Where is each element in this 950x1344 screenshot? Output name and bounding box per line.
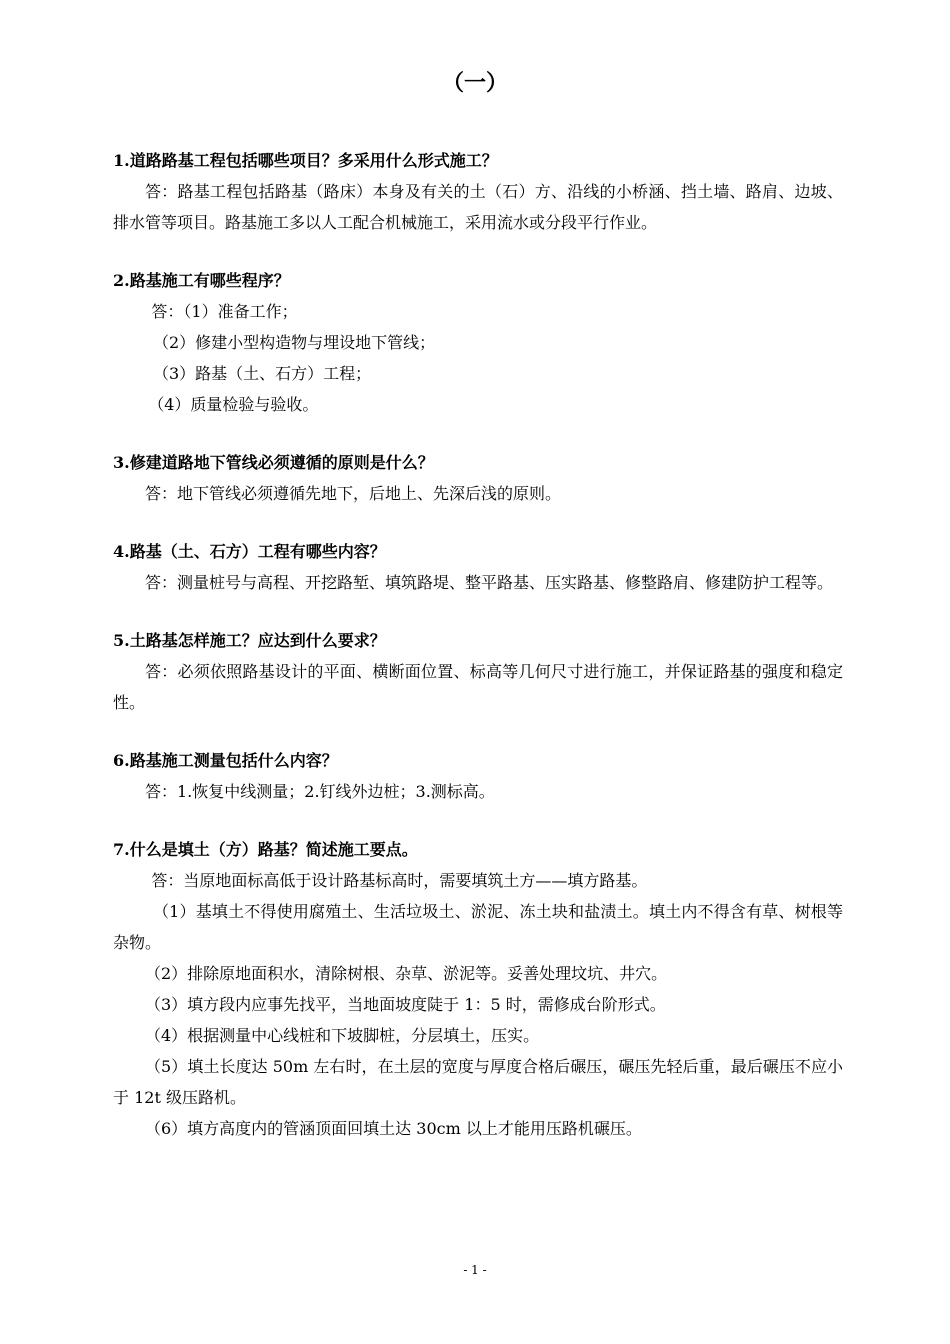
question-heading: 2.路基施工有哪些程序？: [113, 271, 290, 290]
qa-item-7: [113, 835, 843, 1144]
qa-item-2: [113, 266, 843, 420]
answer-line: （2）修建小型构造物与埋设地下管线；: [153, 333, 436, 352]
answer-paragraph: 答：必须依照路基设计的平面、横断面位置、标高等几何尺寸进行施工，并保证路基的强度和稳定性。: [113, 662, 843, 712]
answer-point: （2）排除原地面积水，清除树根、杂草、淤泥等。妥善处理坟坑、井穴。: [145, 964, 668, 983]
qa-item-1: [113, 146, 843, 238]
answer-point: （3）填方段内应事先找平，当地面坡度陡于 1：5 时，需修成台阶形式。: [145, 995, 666, 1014]
answer-paragraph: 答：测量桩号与高程、开挖路堑、填筑路堤、整平路基、压实路基、修整路肩、修建防护工程等。: [145, 573, 834, 592]
answer-line: 答：（1）准备工作；: [151, 302, 298, 321]
document-body: [113, 146, 843, 1172]
qa-item-5: [113, 626, 843, 718]
answer-point: （1）基填土不得使用腐殖土、生活垃圾土、淤泥、冻土块和盐渍土。填土内不得含有草、树根等杂物。: [113, 902, 843, 952]
answer-line: （4）质量检验与验收。: [148, 395, 319, 414]
question-heading: 1.道路路基工程包括哪些项目？多采用什么形式施工？: [113, 151, 498, 170]
answer-point: （5）填土长度达 50m 左右时，在土层的宽度与厚度合格后碾压，碾压先轻后重，最后碾压不应小于 12t 级压路机。: [113, 1057, 843, 1107]
question-heading: 4.路基（土、石方）工程有哪些内容？: [113, 542, 386, 561]
answer-point: （6）填方高度内的管涵顶面回填土达 30cm 以上才能用压路机碾压。: [145, 1119, 642, 1138]
answer-point: （4）根据测量中心线桩和下坡脚桩，分层填土，压实。: [145, 1026, 540, 1045]
answer-paragraph: 答：路基工程包括路基（路床）本身及有关的土（石）方、沿线的小桥涵、挡土墙、路肩、边坡、排水管等项目。路基施工多以人工配合机械施工，采用流水或分段平行作业。: [113, 182, 843, 232]
question-heading: 6.路基施工测量包括什么内容？: [113, 751, 338, 770]
answer-paragraph: 答：地下管线必须遵循先地下，后地上、先深后浅的原则。: [145, 484, 562, 503]
question-heading: 5.土路基怎样施工？应达到什么要求？: [113, 631, 386, 650]
qa-item-6: [113, 746, 843, 807]
chapter-title: （一）: [441, 70, 508, 96]
question-heading: 3.修建道路地下管线必须遵循的原则是什么？: [113, 453, 434, 472]
qa-item-4: [113, 537, 843, 598]
answer-intro: 答：当原地面标高低于设计路基标高时，需要填筑土方——填方路基。: [151, 871, 648, 890]
qa-item-3: [113, 448, 843, 509]
answer-line: （3）路基（土、石方）工程；: [153, 364, 372, 383]
answer-paragraph: 答：1.恢复中线测量；2.钉线外边桩；3.测标高。: [145, 782, 495, 801]
page-number: - 1 -: [463, 1263, 487, 1277]
question-heading: 7.什么是填土（方）路基？简述施工要点。: [113, 840, 418, 859]
